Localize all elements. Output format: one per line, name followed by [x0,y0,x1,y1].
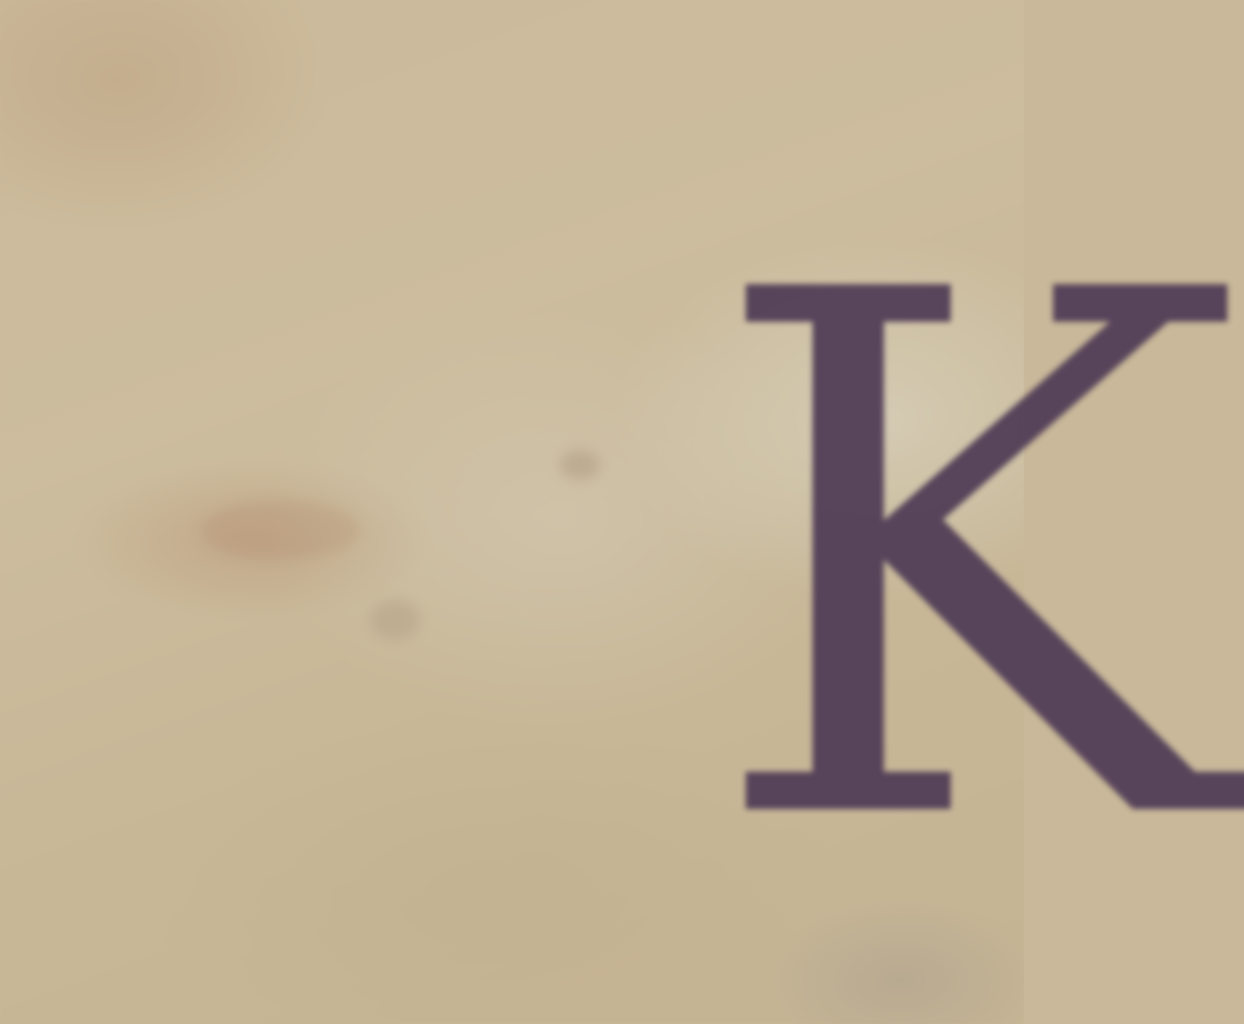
printed-letter: K [706,141,1244,979]
